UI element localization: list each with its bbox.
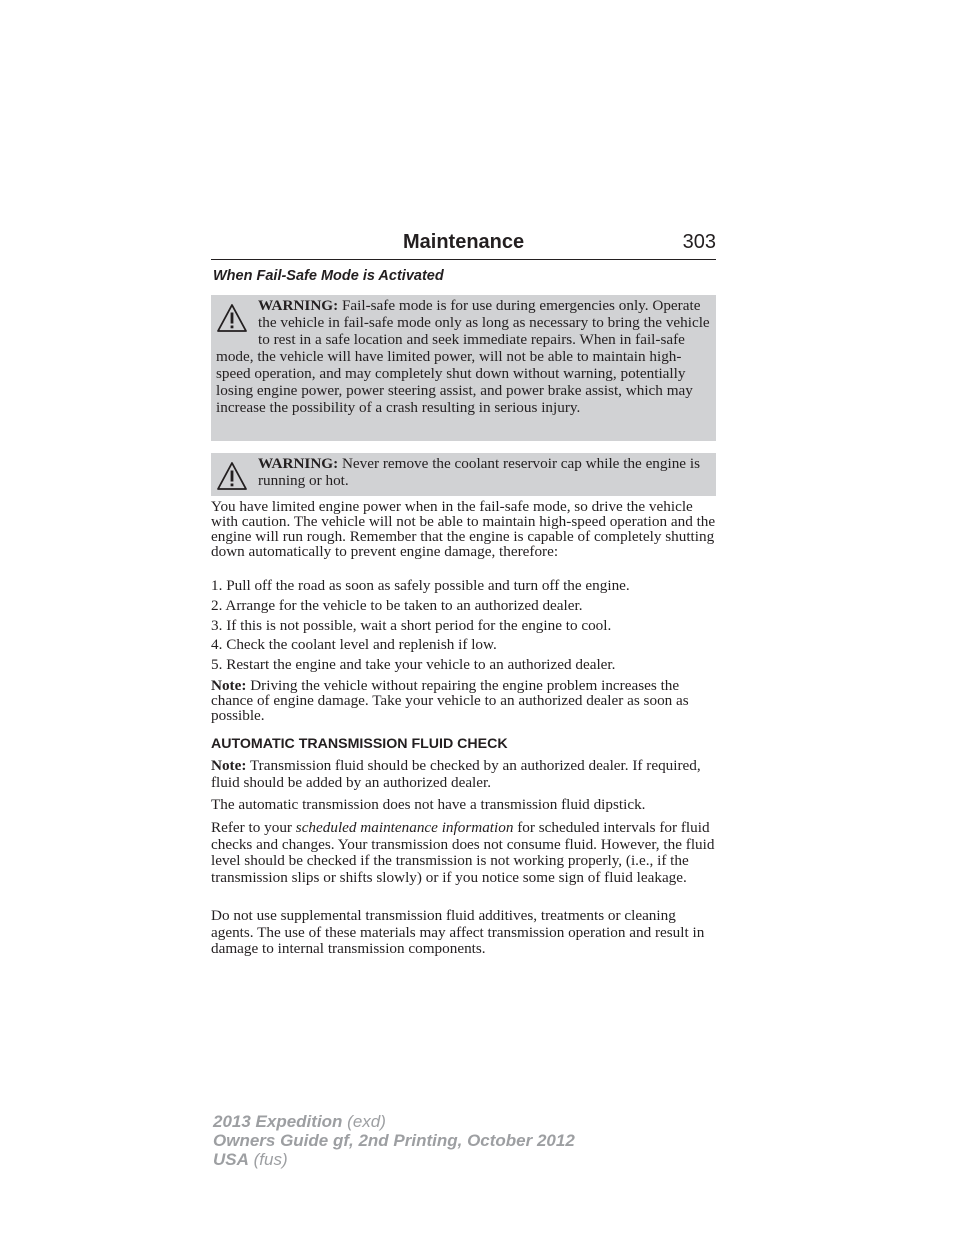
intro-text: You have limited engine power when in the fail-safe mode, so drive the vehicle with caution. The vehicle will not be able to maintain high-speed operation and the engine will run rough. Remember that the engine is capable of completely shutting down automatically to prevent engine damage, therefore: bbox=[211, 498, 716, 560]
paragraph-text: for scheduled intervals for fluid checks and changes. Your transmission does not consume fluid. However, the fluid level should be checked if the transmission is not working properly, (i.e., if the transmission slips or shifts slowly) or if you notice some sign of fluid leakage. bbox=[211, 819, 715, 886]
step-item: 1. Pull off the road as soon as safely possible and turn off the engine. bbox=[211, 577, 630, 594]
footer-printing: Owners Guide gf, 2nd Printing, October 2012 bbox=[213, 1131, 575, 1150]
footer-market: USA bbox=[213, 1150, 249, 1169]
page-header bbox=[211, 229, 716, 260]
warning-label: WARNING: bbox=[258, 455, 339, 472]
warning-box-coolant bbox=[211, 453, 716, 496]
dipstick-paragraph: The automatic transmission does not have a transmission fluid dipstick. bbox=[211, 796, 646, 813]
chapter-title: Maintenance bbox=[403, 231, 525, 253]
paragraph-text: Refer to your bbox=[211, 819, 296, 836]
warning-label: WARNING: bbox=[258, 297, 339, 314]
warning-text: Never remove the coolant reservoir cap while the engine is running or hot. bbox=[258, 455, 700, 489]
page-number: 303 bbox=[682, 231, 716, 253]
intro-paragraph bbox=[211, 499, 716, 559]
step-item: 4. Check the coolant level and replenish if low. bbox=[211, 636, 497, 653]
warning-box-fail-safe bbox=[211, 295, 716, 441]
footer-market-code: (fus) bbox=[248, 1150, 288, 1169]
note-label: Note: bbox=[211, 677, 247, 694]
step-item: 3. If this is not possible, wait a short period for the engine to cool. bbox=[211, 617, 612, 634]
note-text: Transmission fluid should be checked by an authorized dealer. If required, fluid should be added by an authorized dealer. bbox=[211, 757, 701, 791]
page-footer bbox=[213, 1112, 575, 1169]
section-heading: AUTOMATIC TRANSMISSION FLUID CHECK bbox=[211, 736, 508, 752]
step-item: 2. Arrange for the vehicle to be taken to an authorized dealer. bbox=[211, 597, 583, 614]
note-label: Note: bbox=[211, 757, 247, 774]
step-item: 5. Restart the engine and take your vehicle to an authorized dealer. bbox=[211, 656, 616, 673]
warning-triangle-icon bbox=[216, 461, 248, 491]
note-transmission bbox=[211, 758, 716, 791]
footer-model-code: (exd) bbox=[342, 1112, 386, 1131]
additives-paragraph: Do not use supplemental transmission fluid additives, treatments or cleaning agents. The use of these materials may affect transmission operation and result in damage to internal transmission components. bbox=[211, 907, 705, 957]
warning-text: Fail-safe mode is for use during emergencies only. Operate the vehicle in fail-safe mode only as long as necessary to bring the vehicle to rest in a safe location and seek immediate repairs. When in fail-safe mode, the vehicle will have limited power, will not be able to maintain high-speed operation, and may completely shut down without warning, potentially losing engine power, power steering assist, and power brake assist, which may increase the possibility of a crash resulting in serious injury. bbox=[216, 297, 710, 416]
maintenance-info-reference: scheduled maintenance information bbox=[295, 819, 514, 836]
section-title: When Fail-Safe Mode is Activated bbox=[213, 268, 444, 284]
footer-model: 2013 Expedition bbox=[213, 1112, 343, 1131]
note-engine bbox=[211, 678, 716, 723]
maintenance-paragraph bbox=[211, 820, 716, 886]
note-text: Driving the vehicle without repairing the engine problem increases the chance of engine damage. Take your vehicle to an authorized dealer as soon as possible. bbox=[211, 677, 689, 724]
warning-triangle-icon bbox=[216, 303, 248, 333]
